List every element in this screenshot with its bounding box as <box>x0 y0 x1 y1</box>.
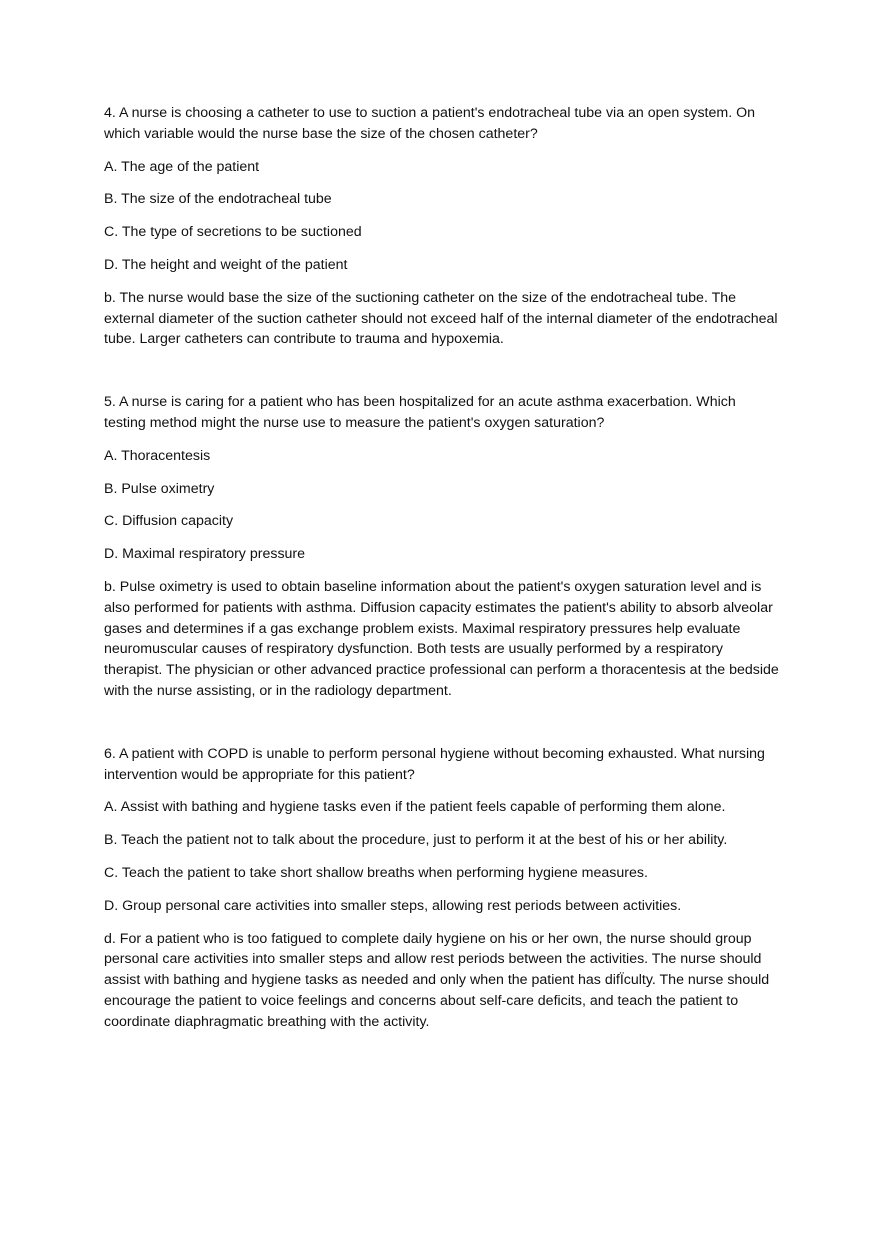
option-c: C. Teach the patient to take short shallow breaths when performing hygiene measures. <box>104 864 648 881</box>
question-6 <box>104 744 780 1033</box>
option-a: A. The age of the patient <box>104 158 260 175</box>
option-b: B. The size of the endotracheal tube <box>104 191 332 208</box>
document-page <box>104 103 780 1045</box>
option-b: B. Teach the patient not to talk about the procedure, just to perform it at the best of his or her ability. <box>104 832 728 849</box>
answer-rationale: d. For a patient who is too fatigued to complete daily hygiene on his or her own, the nurse should group personal care activities into smaller steps and allow rest periods between the activities. The nurse should assist with bathing and hygiene tasks as needed and only when the patient has difÏculty. The nurse should encourage the patient to voice feelings and concerns about self-care deficits, and teach the patient to coordinate diaphragmatic breathing with the activity. <box>104 930 770 1030</box>
question-stem: 5. A nurse is caring for a patient who has been hospitalized for an acute asthma exacerbation. Which testing method might the nurse use to measure the patient's oxygen saturation? <box>104 394 736 431</box>
answer-rationale: b. The nurse would base the size of the suctioning catheter on the size of the endotracheal tube. The external diameter of the suction catheter should not exceed half of the internal diameter of the endotracheal tube. Larger catheters can contribute to trauma and hypoxemia. <box>104 289 778 348</box>
option-d: D. Group personal care activities into smaller steps, allowing rest periods between activities. <box>104 897 682 914</box>
option-a: A. Thoracentesis <box>104 447 211 464</box>
question-stem: 6. A patient with COPD is unable to perform personal hygiene without becoming exhausted. What nursing intervention would be appropriate for this patient? <box>104 745 765 783</box>
answer-rationale: b. Pulse oximetry is used to obtain baseline information about the patient's oxygen saturation level and is also performed for patients with asthma. Diffusion capacity estimates the patient's ability to absorb alveolar gases and determines if a gas exchange problem exists. Maximal respiratory pressures help evaluate neuromuscular causes of respiratory dysfunction. Both tests are usually performed by a respiratory therapist. The physician or other advanced practice professional can perform a thoracentesis at the bedside with the nurse assisting, or in the radiology department. <box>104 578 779 699</box>
option-d: D. The height and weight of the patient <box>104 256 348 273</box>
option-d: D. Maximal respiratory pressure <box>104 546 306 563</box>
option-c: C. Diffusion capacity <box>104 513 234 530</box>
question-stem: 4. A nurse is choosing a catheter to use to suction a patient's endotracheal tube via an open system. On which variable would the nurse base the size of the chosen catheter? <box>104 105 756 142</box>
option-a: A. Assist with bathing and hygiene tasks even if the patient feels capable of performing them alone. <box>104 799 726 816</box>
question-5 <box>104 392 780 702</box>
option-c: C. The type of secretions to be suctioned <box>104 224 362 241</box>
question-4 <box>104 103 780 350</box>
option-b: B. Pulse oximetry <box>104 480 215 497</box>
